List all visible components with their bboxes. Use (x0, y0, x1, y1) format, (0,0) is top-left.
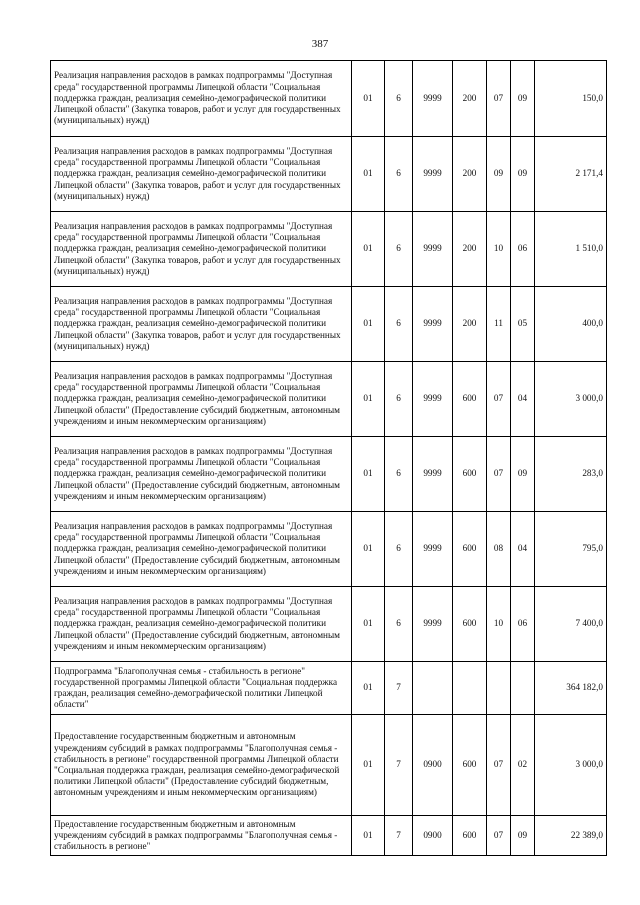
code-program: 01 (352, 587, 385, 662)
code-section: 08 (487, 512, 511, 587)
table-row (51, 437, 607, 512)
code-expense-type: 200 (453, 212, 487, 287)
code-direction: 9999 (413, 61, 453, 137)
row-description: Реализация направления расходов в рамках подпрограммы "Доступная среда" государственной программы Липецкой области "Социальная поддержка граждан, реализация семейно-демографической политики Липецкой области" (Закупка товаров, работ и услуг для государственных (муниципальных) нужд) (51, 287, 352, 362)
row-amount: 22 389,0 (535, 816, 607, 856)
row-amount: 795,0 (535, 512, 607, 587)
row-description: Подпрограмма "Благополучная семья - стабильность в регионе" государственной программы Липецкой области "Социальная поддержка граждан, реализация семейно-демографической политики Липецкой области" (51, 662, 352, 715)
table-row (51, 715, 607, 816)
table-row (51, 662, 607, 715)
code-section: 07 (487, 362, 511, 437)
code-direction (413, 662, 453, 715)
code-subprogram: 6 (385, 137, 413, 212)
row-description: Реализация направления расходов в рамках подпрограммы "Доступная среда" государственной программы Липецкой области "Социальная поддержка граждан, реализация семейно-демографической политики Липецкой области" (Закупка товаров, работ и услуг для государственных (муниципальных) нужд) (51, 61, 352, 137)
row-description: Предоставление государственным бюджетным и автономным учреждениям субсидий в рамках подпрограммы "Благополучная семья - стабильность в регионе" (51, 816, 352, 856)
row-description: Предоставление государственным бюджетным и автономным учреждениям субсидий в рамках подпрограммы "Благополучная семья - стабильность в регионе" государственной программы Липецкой области "Социальная поддержка граждан, реализация семейно-демографической политики Липецкой области" (Предоставление субсидий бюджетным, автономным учреждениям и иным некоммерческим организациям) (51, 715, 352, 816)
code-expense-type: 200 (453, 61, 487, 137)
code-program: 01 (352, 61, 385, 137)
row-amount: 1 510,0 (535, 212, 607, 287)
row-amount: 283,0 (535, 437, 607, 512)
code-subsection (511, 662, 535, 715)
code-subprogram: 6 (385, 362, 413, 437)
code-program: 01 (352, 715, 385, 816)
code-direction: 9999 (413, 137, 453, 212)
row-amount: 7 400,0 (535, 587, 607, 662)
code-subsection: 05 (511, 287, 535, 362)
code-expense-type: 600 (453, 362, 487, 437)
code-subsection: 06 (511, 212, 535, 287)
code-expense-type: 600 (453, 816, 487, 856)
row-amount: 364 182,0 (535, 662, 607, 715)
code-section: 07 (487, 61, 511, 137)
table-row (51, 212, 607, 287)
code-section (487, 662, 511, 715)
row-description: Реализация направления расходов в рамках подпрограммы "Доступная среда" государственной программы Липецкой области "Социальная поддержка граждан, реализация семейно-демографической политики Липецкой области" (Закупка товаров, работ и услуг для государственных (муниципальных) нужд) (51, 212, 352, 287)
code-direction: 9999 (413, 362, 453, 437)
row-description: Реализация направления расходов в рамках подпрограммы "Доступная среда" государственной программы Липецкой области "Социальная поддержка граждан, реализация семейно-демографической политики Липецкой области" (Предоставление субсидий бюджетным, автономным учреждениям и иным некоммерческим организациям) (51, 437, 352, 512)
code-subsection: 09 (511, 61, 535, 137)
row-amount: 2 171,4 (535, 137, 607, 212)
code-direction: 9999 (413, 437, 453, 512)
code-subprogram: 7 (385, 715, 413, 816)
code-expense-type: 200 (453, 137, 487, 212)
code-expense-type: 600 (453, 587, 487, 662)
row-amount: 3 000,0 (535, 362, 607, 437)
code-subprogram: 6 (385, 61, 413, 137)
budget-table (50, 60, 607, 856)
code-subsection: 02 (511, 715, 535, 816)
code-program: 01 (352, 662, 385, 715)
code-program: 01 (352, 137, 385, 212)
row-amount: 150,0 (535, 61, 607, 137)
code-subprogram: 6 (385, 287, 413, 362)
code-expense-type: 600 (453, 715, 487, 816)
code-expense-type: 600 (453, 437, 487, 512)
table-row (51, 587, 607, 662)
code-expense-type: 200 (453, 287, 487, 362)
code-program: 01 (352, 212, 385, 287)
code-program: 01 (352, 437, 385, 512)
code-direction: 9999 (413, 212, 453, 287)
code-program: 01 (352, 816, 385, 856)
code-program: 01 (352, 287, 385, 362)
code-section: 09 (487, 137, 511, 212)
code-section: 07 (487, 715, 511, 816)
code-program: 01 (352, 362, 385, 437)
table-row (51, 512, 607, 587)
row-amount: 3 000,0 (535, 715, 607, 816)
code-subsection: 04 (511, 362, 535, 437)
row-amount: 400,0 (535, 287, 607, 362)
table-row (51, 137, 607, 212)
code-subprogram: 7 (385, 816, 413, 856)
code-direction: 9999 (413, 287, 453, 362)
code-subprogram: 6 (385, 587, 413, 662)
code-expense-type (453, 662, 487, 715)
code-section: 10 (487, 587, 511, 662)
table-row (51, 816, 607, 856)
code-program: 01 (352, 512, 385, 587)
code-subprogram: 7 (385, 662, 413, 715)
code-direction: 9999 (413, 587, 453, 662)
code-subsection: 04 (511, 512, 535, 587)
code-subsection: 09 (511, 437, 535, 512)
code-section: 11 (487, 287, 511, 362)
code-subprogram: 6 (385, 437, 413, 512)
code-subsection: 09 (511, 137, 535, 212)
row-description: Реализация направления расходов в рамках подпрограммы "Доступная среда" государственной программы Липецкой области "Социальная поддержка граждан, реализация семейно-демографической политики Липецкой области" (Предоставление субсидий бюджетным, автономным учреждениям и иным некоммерческим организациям) (51, 362, 352, 437)
code-subsection: 09 (511, 816, 535, 856)
row-description: Реализация направления расходов в рамках подпрограммы "Доступная среда" государственной программы Липецкой области "Социальная поддержка граждан, реализация семейно-демографической политики Липецкой области" (Предоставление субсидий бюджетным, автономным учреждениям и иным некоммерческим организациям) (51, 587, 352, 662)
code-section: 10 (487, 212, 511, 287)
code-expense-type: 600 (453, 512, 487, 587)
row-description: Реализация направления расходов в рамках подпрограммы "Доступная среда" государственной программы Липецкой области "Социальная поддержка граждан, реализация семейно-демографической политики Липецкой области" (Предоставление субсидий бюджетным, автономным учреждениям и иным некоммерческим организациям) (51, 512, 352, 587)
code-direction: 9999 (413, 512, 453, 587)
code-section: 07 (487, 437, 511, 512)
code-subsection: 06 (511, 587, 535, 662)
table-row (51, 362, 607, 437)
table-row (51, 61, 607, 137)
row-description: Реализация направления расходов в рамках подпрограммы "Доступная среда" государственной программы Липецкой области "Социальная поддержка граждан, реализация семейно-демографической политики Липецкой области" (Закупка товаров, работ и услуг для государственных (муниципальных) нужд) (51, 137, 352, 212)
code-section: 07 (487, 816, 511, 856)
code-subprogram: 6 (385, 212, 413, 287)
code-subprogram: 6 (385, 512, 413, 587)
table-row (51, 287, 607, 362)
code-direction: 0900 (413, 816, 453, 856)
page-number: 387 (311, 38, 329, 50)
code-direction: 0900 (413, 715, 453, 816)
